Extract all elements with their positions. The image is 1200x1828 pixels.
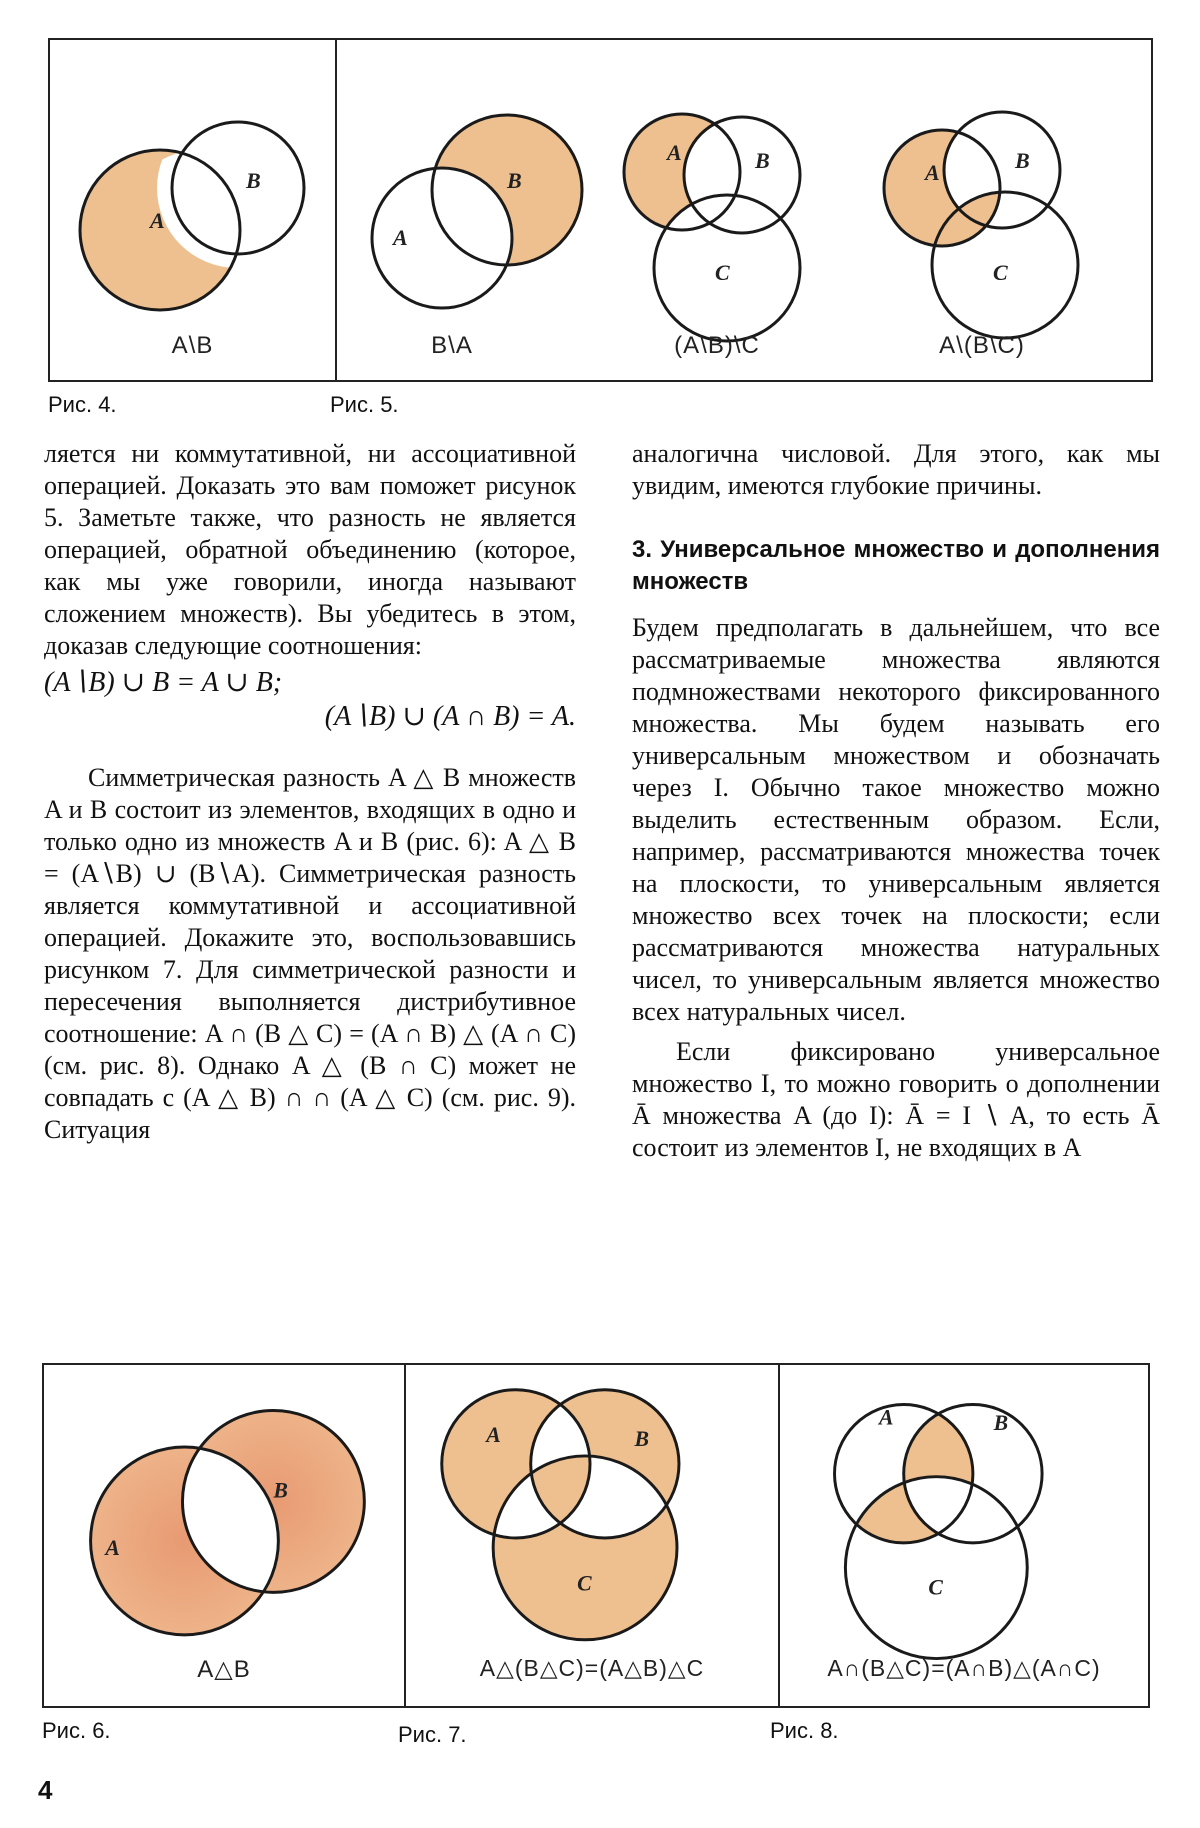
fig5-caption: Рис. 5.: [330, 392, 399, 417]
equation-1: (A∖B) ∪ B = A ∪ B;: [44, 667, 283, 698]
figure-5-panel: [335, 40, 1151, 380]
fig8-caption: Рис. 8.: [770, 1718, 839, 1743]
set-a-label: A: [667, 140, 682, 165]
fig8-formula: A∩(B△C)=(A∩B)△(A∩C): [827, 1655, 1101, 1681]
fig4-formula: A\B: [171, 332, 214, 359]
equation-2: (A∖B) ∪ (A ∩ B) = A.: [324, 701, 576, 732]
top-figure-frame: [48, 38, 1153, 382]
set-b-label: B: [993, 1411, 1009, 1436]
bottom-figure-frame: [42, 1363, 1150, 1708]
venn-a-minus-b: [50, 40, 335, 380]
left-text-column: [44, 438, 576, 1146]
set-c-label: C: [577, 1571, 592, 1596]
right-text-column: [632, 438, 1160, 1164]
figure-6-panel: [44, 1365, 404, 1706]
page-number: 4: [38, 1775, 53, 1805]
figure-8-panel: [778, 1365, 1148, 1706]
set-a-label: A: [925, 160, 940, 185]
fig5-formula-1: B\A: [431, 332, 473, 359]
fig5-formula-2: (A\B)\C: [674, 332, 760, 359]
set-b-label: B: [1015, 148, 1030, 173]
fig6-caption: Рис. 6.: [42, 1718, 111, 1743]
set-a-label: A: [393, 225, 408, 250]
set-b-label: B: [507, 168, 522, 193]
intersection-ab-blank: [157, 108, 317, 268]
set-a-label: A: [105, 1535, 120, 1560]
fig5-formula-3: A\(B\C): [939, 332, 1025, 359]
set-b-label: B: [755, 148, 770, 173]
set-b-label: B: [634, 1427, 650, 1452]
right-paragraph-3: Если фиксировано универсальное множество I, то можно говорить о дополнении Ā множества A (до I): Ā = I ∖ A, то есть Ā состоит из элементов I, не входящих в A: [632, 1037, 1160, 1162]
left-paragraph-2: Симметрическая разность A △ B множеств A и B состоит из элементов, входящих в одно и только одно из множеств A и B (рис. 6): A △ B = (A∖B) ∪ (B∖A). Симметрическая разность является коммутативной и ассоциативной операцией. Докажите это, воспользовавшись рисунком 7. Для симметрической разности и пересечения выполняется дистрибутивное соотношение: A ∩ (B △ C) = (A ∩ B) △ (A ∩ C) (см. рис. 8). Однако A △ (B ∩ C) может не совпадать с (A △ B) ∩ ∩ (A △ C) (см. рис. 9). Ситуация: [44, 763, 576, 1144]
set-a-label: A: [486, 1423, 501, 1448]
set-c-label: C: [715, 260, 730, 285]
set-c-label: C: [928, 1575, 943, 1600]
venn-b-minus-a: [337, 40, 1153, 380]
right-paragraph-2: Будем предполагать в дальнейшем, что все рассматриваемые множества являются подмножествами некоторого фиксированного множества. Мы будем называть его универсальным множеством и обозначать через I. Обычно такое множество можно выделить естественным образом. Если, например, рассматриваются множества точек на плоскости, то универсальным является множество всех точек на плоскости; если рассматриваются множества натуральных чисел, то универсальным является множество всех натуральных чисел.: [632, 613, 1160, 1026]
right-paragraph-1: аналогична числовой. Для этого, как мы увидим, имеются глубокие причины.: [632, 439, 1160, 500]
fig4-caption: Рис. 4.: [48, 392, 117, 417]
fig7-caption: Рис. 7.: [398, 1722, 467, 1747]
fig6-formula: A△B: [197, 1656, 251, 1683]
figure-7-panel: [404, 1365, 778, 1706]
figure-4-panel: [50, 40, 335, 380]
set-b-label: B: [246, 168, 261, 193]
fig7-formula: A△(B△C)=(A△B)△C: [479, 1655, 705, 1681]
left-paragraph-1: ляется ни коммутативной, ни ассоциативной операцией. Доказать это вам поможет рисунок 5. Заметьте также, что разность не является операцией, обратной объединению (которое, как мы уже говорили, иногда называют сложением множеств). Вы убедитесь в этом, доказав следующие соотношения:: [44, 439, 576, 660]
set-b-label: B: [273, 1478, 288, 1503]
set-a-label: A: [878, 1405, 894, 1430]
set-a-label: A: [150, 208, 165, 233]
section-heading: 3. Универсальное множество и дополнения множеств: [632, 536, 1160, 595]
venn-a-minus-b-minus-c: [624, 114, 800, 341]
venn-a-minus-b-minus-c-nested: [884, 112, 1078, 338]
set-c-label: C: [993, 260, 1008, 285]
